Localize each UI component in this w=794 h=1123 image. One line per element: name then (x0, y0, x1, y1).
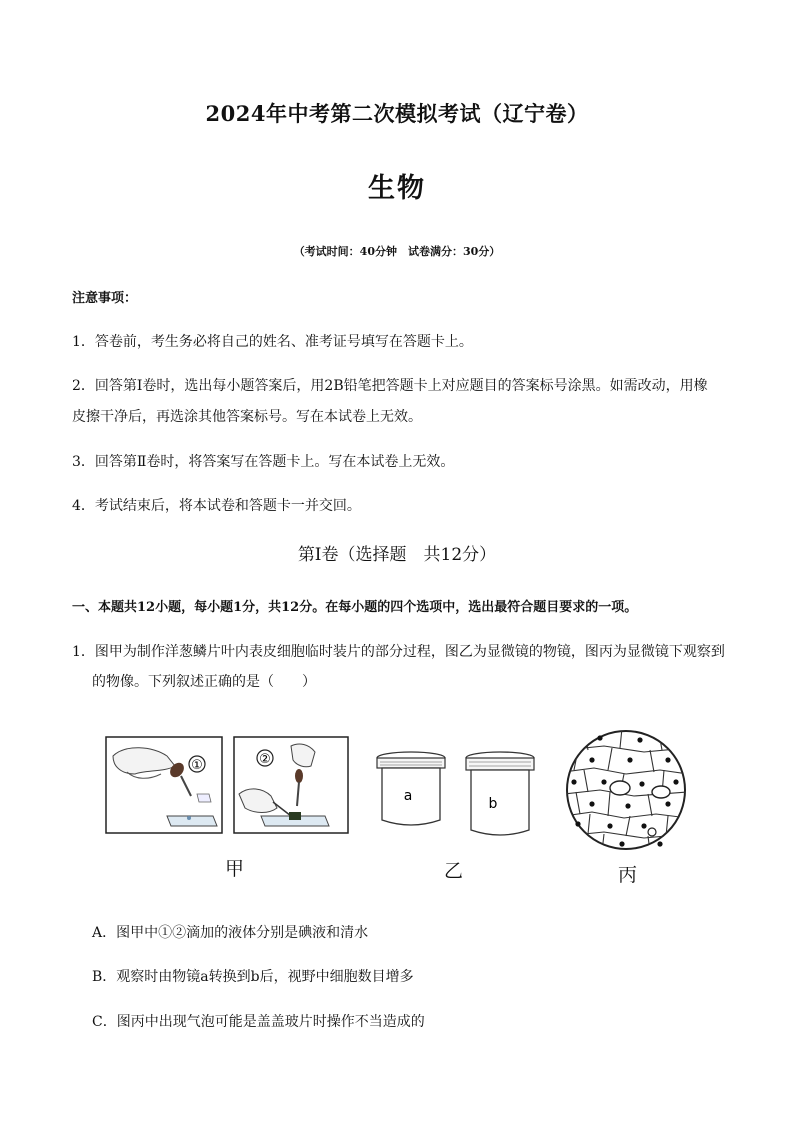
option-a: A．图甲中①②滴加的液体分别是碘液和清水 (92, 925, 369, 941)
notice-item-1: 1．答卷前，考生务必将自己的姓名、准考证号填写在答题卡上。 (72, 334, 473, 350)
figure-jia-step2 (233, 736, 349, 834)
lens-b-label: b (488, 796, 498, 812)
figure-label-bing: 丙 (618, 864, 638, 886)
figure-label-jia: 甲 (225, 858, 245, 880)
exam-info: （考试时间：40分钟 试卷满分：30分） (293, 245, 501, 258)
notice-item-3: 3．回答第Ⅱ卷时，将答案写在答题卡上。写在本试卷上无效。 (72, 454, 455, 470)
exam-title: 2024年中考第二次模拟考试（辽宁卷） (205, 101, 589, 126)
question-1-stem-continued: 的物像。下列叙述正确的是（ ） (92, 674, 316, 690)
notice-heading: 注意事项： (72, 291, 138, 306)
question-1-stem: 1．图甲为制作洋葱鳞片叶内表皮细胞临时装片的部分过程，图乙为显微镜的物镜，图丙为显微镜下观察到 (72, 644, 725, 660)
lens-a-label: a (403, 788, 413, 804)
subject-title: 生物 (368, 173, 426, 204)
figure-jia-step1 (105, 736, 223, 834)
section-title: 第Ⅰ卷（选择题 共12分） (297, 545, 497, 565)
microscope-view (564, 728, 688, 852)
notice-item-2-continued: 皮擦干净后，再选涂其他答案标号。写在本试卷上无效。 (72, 409, 422, 425)
option-c: C．图丙中出现气泡可能是盖盖玻片时操作不当造成的 (92, 1014, 425, 1030)
objective-lens-b (463, 750, 537, 840)
step2-marker: ② (259, 752, 271, 767)
figure-label-yi: 乙 (444, 860, 464, 882)
section-instruction: 一、本题共12小题，每小题1分，共12分。在每小题的四个选项中，选出最符合题目要求的一项。 (72, 600, 638, 615)
notice-item-2: 2．回答第Ⅰ卷时，选出每小题答案后，用2B铅笔把答题卡上对应题目的答案标号涂黑。如需改动，用橡 (72, 378, 708, 394)
objective-lens-a (374, 750, 448, 830)
notice-item-4: 4．考试结束后，将本试卷和答题卡一并交回。 (72, 498, 361, 514)
step1-marker: ① (191, 758, 203, 773)
option-b: B．观察时由物镜a转换到b后，视野中细胞数目增多 (92, 969, 414, 985)
